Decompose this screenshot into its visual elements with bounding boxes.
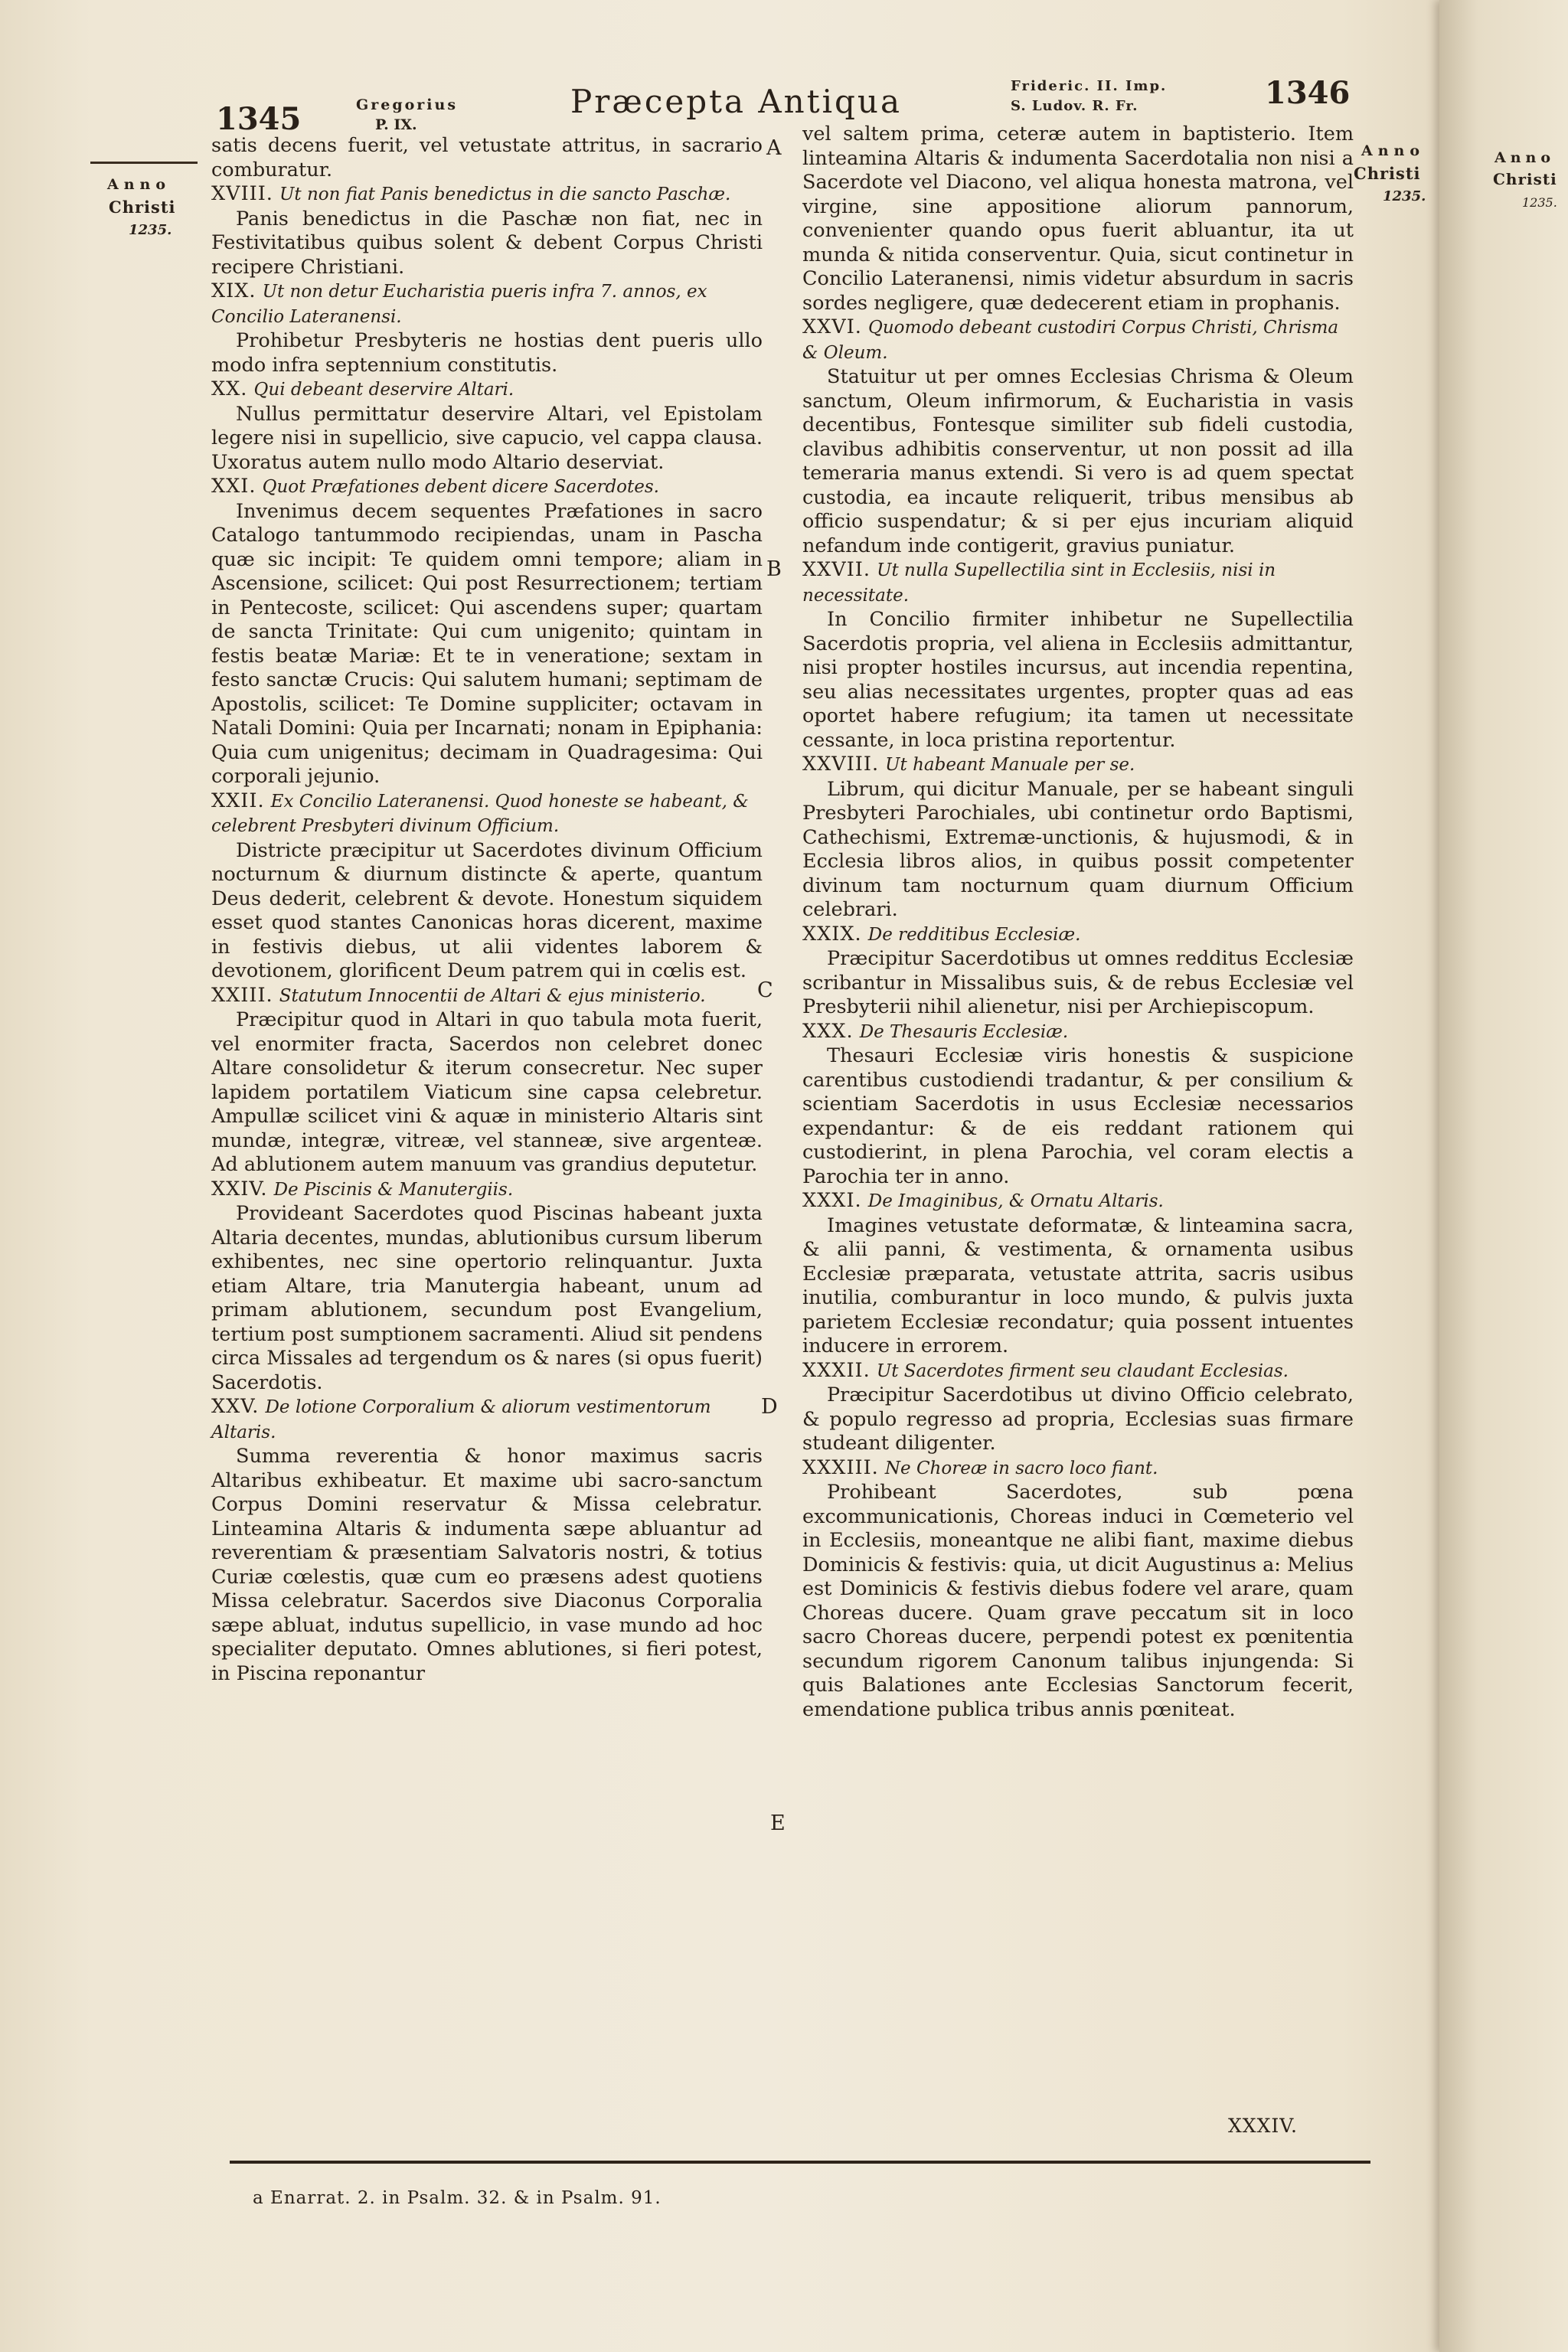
section-letter-e: E — [770, 1811, 786, 1835]
rubric-number: XXIX. — [802, 922, 862, 946]
rubric-number: XIX. — [211, 279, 256, 302]
footnote-rule — [230, 2161, 1370, 2164]
margin-left-year: 1235. — [129, 222, 172, 238]
rubric-number: XXIV. — [211, 1177, 268, 1200]
body-paragraph: satis decens fuerit, vel vetustate attritus, in sacrario comburatur. — [211, 134, 763, 181]
body-paragraph: Thesauri Ecclesiæ viris honestis & suspicione carentibus custodiendi tradantur, & per consilium & scientiam Sacerdotis in usus Ecclesiæ necessarios expendantur: & de eis reddant rationem qui custodierint, in plena Parochia, vel coram electis a Parochia ter in anno. — [802, 1044, 1354, 1188]
body-paragraph: Panis benedictus in die Paschæ non fiat, nec in Festivitatibus quibus solent & debent Corpus Christi recipere Christiani. — [211, 207, 763, 279]
rubric-heading — [802, 923, 1354, 948]
edge-margin-year: 1235. — [1522, 195, 1557, 210]
edge-margin-christi: Christi — [1493, 170, 1557, 188]
margin-right-year: 1235. — [1383, 188, 1426, 204]
rubric-number: XXX. — [802, 1019, 854, 1043]
rubric-heading — [802, 1456, 1354, 1481]
rubric-title: Ne Choreæ in sacro loco fiant. — [884, 1458, 1158, 1478]
rubric-heading — [802, 1020, 1354, 1045]
margin-left-anno: Anno — [107, 176, 172, 193]
rubric-heading — [211, 475, 763, 500]
adjacent-page-edge — [1439, 0, 1568, 2352]
rubric-number: XXXI. — [802, 1189, 862, 1212]
rubric-number: XXV. — [211, 1395, 260, 1418]
body-paragraph: Districte præcipitur ut Sacerdotes divinum Officium nocturnum & diurnum distincte & aperte, quantum Deus dederit, celebrent & devote. Honestum siquidem esset quod stantes Canonicas horas dicerent, maxime in festivis diebus, ut alii videntes laborem & devotionem, glorificent Deum patrem qui in cœlis est. — [211, 838, 763, 982]
rubric-number: XXII. — [211, 789, 265, 812]
body-paragraph: Nullus permittatur deservire Altari, vel Epistolam legere nisi in supellicio, sive capucio, vel cappa clausa. Uxoratus autem nullo modo Altario deserviat. — [211, 402, 763, 474]
rubric-title: Ut habeant Manuale per se. — [885, 755, 1135, 775]
rubric-title: Ut non detur Eucharistia pueris infra 7. annos, ex Concilio Lateranensi. — [211, 282, 707, 327]
rubric-title: Quomodo debeant custodiri Corpus Christi, Chrisma & Oleum. — [802, 318, 1339, 363]
rubric-title: Ut nulla Supellectilia sint in Ecclesiis, nisi in necessitate. — [802, 560, 1276, 606]
rubric-heading — [802, 1189, 1354, 1214]
section-letter-b: B — [766, 557, 782, 581]
body-paragraph: Imagines vetustate deformatæ, & linteamina sacra, & alii panni, & vestimenta, & ornamenta usibus Ecclesiæ præparata, vetustate attrita, sacris usibus inutilia, comburantur in loco mundo, & pulvis juxta parietem Ecclesiæ recondatur; quia possent intuentes inducere in errorem. — [802, 1214, 1354, 1357]
catchword: XXXIV. — [1228, 2115, 1298, 2137]
footnote: a Enarrat. 2. in Psalm. 32. & in Psalm. 91. — [253, 2188, 662, 2208]
rubric-number: XXXIII. — [802, 1455, 879, 1479]
right-text-column — [802, 122, 1354, 1722]
rubric-number: XX. — [211, 377, 248, 400]
rubric-title: Statutum Innocentii de Altari & ejus ministerio. — [279, 985, 706, 1006]
rubric-title: Ut non fiat Panis benedictus in die sancto Paschæ. — [279, 185, 731, 204]
header-king: S. Ludov. R. Fr. — [1011, 98, 1138, 114]
rubric-title: Quot Præfationes debent dicere Sacerdotes. — [262, 477, 659, 497]
rubric-heading — [211, 1395, 763, 1445]
section-letter-d: D — [761, 1395, 778, 1419]
margin-right-anno: Anno — [1361, 142, 1426, 159]
header-emperor: Frideric. II. Imp. — [1011, 78, 1168, 94]
rubric-number: XXVIII. — [802, 753, 880, 776]
body-paragraph: Præcipitur Sacerdotibus ut divino Officio celebrato, & populo regresso ad propria, Ecclesias suas firmare studeant diligenter. — [802, 1383, 1354, 1455]
rubric-title: Ex Concilio Lateranensi. Quod honeste se habeant, & celebrent Presbyteri divinum Officium. — [211, 791, 749, 836]
body-paragraph: Invenimus decem sequentes Præfationes in sacro Catalogo tantummodo recipiendas, unam in Pascha quæ sic incipit: Te quidem omni tempore; aliam in Ascensione, scilicet: Qui post Resurrectionem; tertiam in Pentecoste, scilicet: Qui ascendens super; quartam de sancta Trinitate: Qui cum unigenito; quintam in festis beatæ Mariæ: Et te in veneratione; sextam in festo sanctæ Crucis: Qui salutem humani; septimam de Apostolis, scilicet: Te Domine suppliciter; octavam in Natali Domini: Quia per Incarnati; nonam in Epiphania: Quia cum unigenitus; decimam in Quadragesima: Qui corporali jejunio. — [211, 499, 763, 788]
body-paragraph: Præcipitur Sacerdotibus ut omnes redditus Ecclesiæ scribantur in Missalibus suis, & de rebus Ecclesiæ vel Presbyterii nihil alienetur, nisi per Archiepiscopum. — [802, 947, 1354, 1018]
rubric-number: XXI. — [211, 475, 256, 498]
rubric-title: De lotione Corporalium & aliorum vestimentorum Altaris. — [211, 1397, 711, 1442]
margin-right-christi: Christi — [1354, 164, 1421, 183]
rubric-number: XXXII. — [802, 1358, 871, 1382]
header-pope: Gregorius — [356, 96, 459, 113]
section-letter-c: C — [757, 978, 773, 1002]
rubric-heading — [802, 753, 1354, 778]
rubric-number: XXIII. — [211, 983, 273, 1007]
rubric-title: De redditibus Ecclesiæ. — [867, 924, 1081, 945]
rubric-heading — [211, 377, 763, 403]
rubric-number: XVIII. — [211, 182, 273, 205]
rubric-title: De Piscinis & Manutergiis. — [273, 1179, 514, 1200]
rubric-number: XXVI. — [802, 315, 862, 338]
margin-rule — [90, 162, 198, 164]
running-title: Præcepta Antiqua — [570, 83, 903, 120]
rubric-heading — [211, 1178, 763, 1203]
rubric-title: Qui debeant deservire Altari. — [253, 380, 514, 400]
rubric-heading — [211, 182, 763, 207]
page-number-left: 1345 — [216, 101, 302, 137]
page-number-right: 1346 — [1265, 75, 1351, 111]
body-paragraph: vel saltem prima, ceteræ autem in baptisterio. Item linteamina Altaris & indumenta Sacerdotalia non nisi a Sacerdote vel Diacono, vel aliqua honesta matrona, vel virgine, sine appositione aliorum pannorum, convenienter quando opus fuerit abluantur, ita ut munda & nitida conserventur. Quia, sicut continetur in Concilio Lateranensi, nimis videtur absurdum in sacris sordes negligere, quæ dedecerent etiam in prophanis. — [802, 122, 1354, 315]
margin-left-christi: Christi — [109, 198, 176, 217]
rubric-title: De Imaginibus, & Ornatu Altaris. — [867, 1191, 1164, 1211]
edge-margin-anno: Anno — [1494, 149, 1556, 166]
rubric-heading — [802, 558, 1354, 608]
rubric-number: XXVII. — [802, 558, 871, 581]
body-paragraph: Statuitur ut per omnes Ecclesias Chrisma & Oleum sanctum, Oleum infirmorum, & Eucharistia in vasis decentibus, Fontesque similiter sub fideli custodia, clavibus adhibitis conserventur, ut non possit ad illa temeraria manus extendi. Si vero is ad quem spectat custodia, ea incaute reliquerit, tribus mensibus ab officio suspendatur; & si per ejus incuriam aliquid nefandum inde contigerit, gravius puniatur. — [802, 365, 1354, 557]
rubric-heading — [802, 315, 1354, 365]
body-paragraph: Præcipitur quod in Altari in quo tabula mota fuerit, vel enormiter fracta, Sacerdos non celebret donec Altare consolidetur & iterum consecretur. Nec super lapidem portatilem Viaticum sine capsa celebretur. Ampullæ scilicet vini & aquæ in ministerio Altaris sint mundæ, integræ, vitreæ, vel stanneæ, sive argenteæ. Ad ablutionem autem manuum vas grandius deputetur. — [211, 1008, 763, 1176]
rubric-title: De Thesauris Ecclesiæ. — [859, 1021, 1069, 1042]
body-paragraph: Prohibetur Presbyteris ne hostias dent pueris ullo modo infra septennium constitutis. — [211, 329, 763, 377]
rubric-heading — [211, 789, 763, 839]
left-text-column — [211, 134, 763, 1686]
body-paragraph: Provideant Sacerdotes quod Piscinas habeant juxta Altaria decentes, mundas, ablutionibus cursum liberum exhibentes, nec sine opertorio relinquantur. Juxta etiam Altare, tria Manutergia habeant, unum ad primam ablutionem, secundum post Evangelium, tertium post sumptionem sacramenti. Aliud sit pendens circa Missales ad tergendum os & nares (si opus fuerit) Sacerdotis. — [211, 1202, 763, 1394]
body-paragraph: Librum, qui dicitur Manuale, per se habeant singuli Presbyteri Parochiales, ubi continetur ordo Baptismi, Cathechismi, Extremæ-unctionis, & hujusmodi, & in Ecclesia libros alios, in quibus possit competenter divinum tam nocturnum quam diurnum Officium celebrari. — [802, 777, 1354, 921]
body-paragraph: Summa reverentia & honor maximus sacris Altaribus exhibeatur. Et maxime ubi sacro-sanctum Corpus Domini reservatur & Missa celebratur. Linteamina Altaris & indumenta sæpe abluantur ad reverentiam & præsentiam Salvatoris nostri, & totius Curiæ cœlestis, quæ cum eo præsens adest quotiens Missa celebratur. Sacerdos sive Diaconus Corporalia sæpe abluat, indutus supellicio, in vase mundo ad hoc specialiter deputato. Omnes ablutiones, si fieri potest, in Piscina reponantur — [211, 1445, 763, 1685]
rubric-heading — [802, 1359, 1354, 1384]
rubric-heading — [211, 279, 763, 329]
header-pope-sub: P. IX. — [375, 116, 417, 133]
body-paragraph: Prohibeant Sacerdotes, sub pœna excommunicationis, Choreas induci in Cœmeterio vel in Ecclesiis, moneantque ne alibi fiant, maxime diebus Dominicis & festivis: quia, ut dicit Augustinus a: Melius est Dominicis & festivis diebus fodere vel arare, quam Choreas ducere. Quam grave peccatum sit in loco sacro Choreas ducere, perpendi potest ex pœnitentia secundum rigorem Canonum talibus injungenda: Si quis Balationes ante Ecclesias Sanctorum fecerit, emendatione publica tribus annis pœniteat. — [802, 1481, 1354, 1721]
rubric-title: Ut Sacerdotes firment seu claudant Ecclesias. — [876, 1361, 1289, 1381]
body-paragraph: In Concilio firmiter inhibetur ne Supellectilia Sacerdotis propria, vel aliena in Ecclesiis admittantur, nisi propter hostiles incursus, aut incendia repentina, seu alias necessitates urgentes, propter quas ad eas oportet habere refugium; ita tamen ut necessitate cessante, in loca pristina reportentur. — [802, 608, 1354, 752]
rubric-heading — [211, 984, 763, 1009]
section-letter-a: A — [766, 136, 782, 160]
